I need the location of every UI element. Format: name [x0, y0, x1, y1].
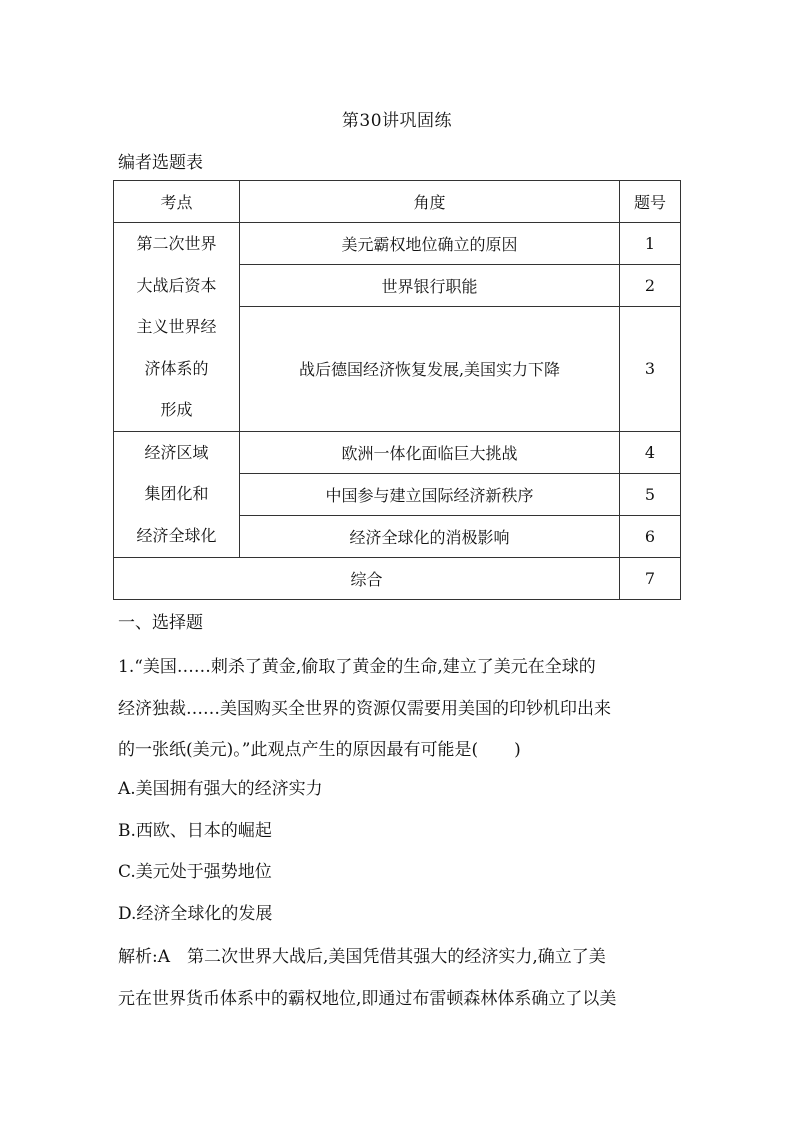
topic-cell-group1 [114, 223, 240, 432]
question-line-last [118, 730, 680, 772]
answer-paren-close: ) [514, 740, 521, 760]
topic-line: 大战后资本 [136, 275, 217, 295]
table-summary-row [114, 557, 681, 599]
topic-line: 经济全球化 [136, 525, 217, 545]
number-cell: 4 [620, 431, 681, 473]
header-topic: 考点 [114, 181, 240, 223]
angle-cell: 战后德国经济恢复发展,美国实力下降 [240, 307, 620, 431]
number-cell: 6 [620, 515, 681, 557]
topic-line: 主义世界经 [136, 317, 217, 336]
topic-line: 集团化和 [144, 484, 209, 504]
number-cell: 5 [620, 473, 681, 515]
angle-cell: 世界银行职能 [240, 265, 620, 307]
header-number: 题号 [620, 181, 681, 223]
question-line: 1.“美国……刺杀了黄金,偷取了黄金的生命,建立了美元在全球的 [118, 657, 596, 677]
table-header-row [114, 181, 681, 223]
analysis-paragraph [118, 937, 680, 1020]
angle-cell: 经济全球化的消极影响 [240, 515, 620, 557]
topic-line: 济体系的 [144, 358, 209, 378]
option-d: D.经济全球化的发展 [118, 904, 273, 924]
topic-line: 经济区域 [144, 442, 209, 462]
page-title: 第30讲巩固练 [341, 111, 453, 131]
angle-cell: 美元霸权地位确立的原因 [240, 223, 620, 265]
header-angle: 角度 [240, 181, 620, 223]
table-row [114, 223, 681, 265]
table-caption: 编者选题表 [118, 153, 203, 173]
number-cell: 7 [620, 557, 681, 599]
topic-cell-group2 [114, 431, 240, 557]
angle-cell: 欧洲一体化面临巨大挑战 [240, 431, 620, 473]
topic-line: 第二次世界 [136, 234, 217, 253]
summary-label: 综合 [114, 557, 620, 599]
analysis-line: 元在世界货币体系中的霸权地位,即通过布雷顿森林体系确立了以美 [118, 988, 617, 1009]
number-cell: 1 [620, 223, 681, 265]
question-selection-table [113, 180, 681, 600]
analysis-line: 解析:A 第二次世界大战后,美国凭借其强大的经济实力,确立了美 [118, 947, 606, 967]
option-c: C.美元处于强势地位 [118, 862, 272, 882]
table-row [114, 431, 681, 473]
topic-line: 形成 [160, 400, 193, 419]
angle-cell: 中国参与建立国际经济新秩序 [240, 473, 620, 515]
section-heading: 一、选择题 [118, 613, 203, 633]
question-line: 经济独裁……美国购买全世界的资源仅需要用美国的印钞机印出来 [118, 698, 611, 719]
option-b: B.西欧、日本的崛起 [118, 821, 272, 841]
number-cell: 2 [620, 265, 681, 307]
question-line-text: 的一张纸(美元)。”此观点产生的原因最有可能是( [118, 740, 479, 760]
option-a: A.美国拥有强大的经济实力 [118, 779, 323, 799]
number-cell: 3 [620, 307, 681, 431]
question-1-stem [118, 647, 680, 772]
